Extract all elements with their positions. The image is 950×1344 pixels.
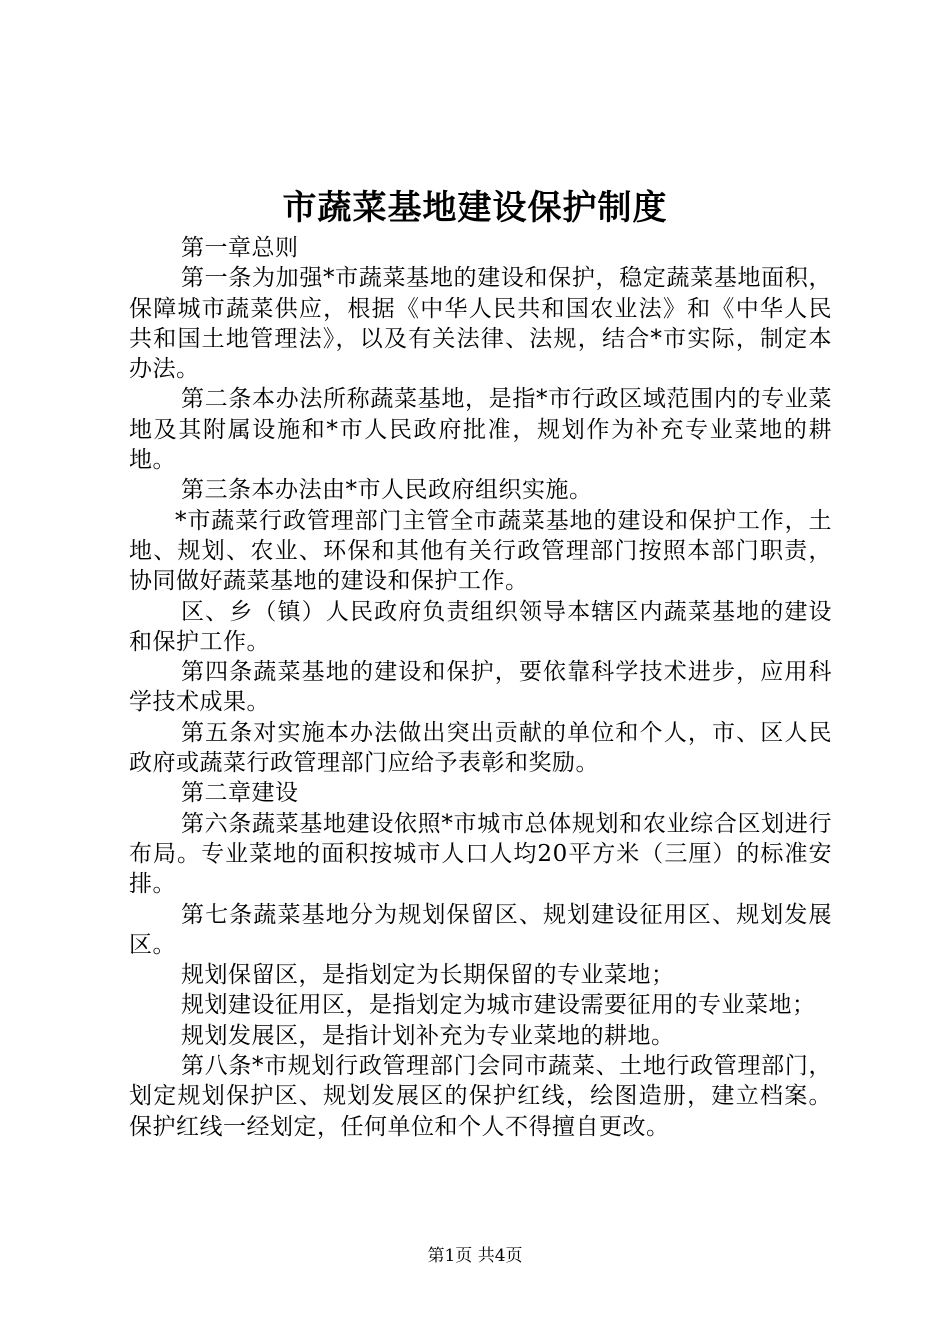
- article-paragraph: 第四条蔬菜基地的建设和保护，要依靠科学技术进步，应用科学技术成果。: [129, 659, 832, 716]
- article-paragraph: 规划发展区，是指计划补充为专业菜地的耕地。: [181, 1022, 675, 1049]
- article-paragraph: *市蔬菜行政管理部门主管全市蔬菜基地的建设和保护工作，土地、规划、农业、环保和其他有关行政管理部门按照本部门职责，协同做好蔬菜基地的建设和保护工作。: [129, 507, 832, 595]
- document-title: 市蔬菜基地建设保护制度: [282, 188, 668, 228]
- article-paragraph: 第一条为加强*市蔬菜基地的建设和保护，稳定蔬菜基地面积，保障城市蔬菜供应，根据《中华人民共和国农业法》和《中华人民共和国土地管理法》，以及有关法律、法规，结合*市实际，制定本办法。: [129, 265, 832, 383]
- page-number-footer: 第1页 共4页: [427, 1246, 523, 1266]
- article-paragraph: 第八条*市规划行政管理部门会同市蔬菜、土地行政管理部门，划定规划保护区、规划发展区的保护红线，绘图造册，建立档案。保护红线一经划定，任何单位和个人不得擅自更改。: [129, 1053, 832, 1140]
- article-paragraph: 第二条本办法所称蔬菜基地，是指*市行政区域范围内的专业菜地及其附属设施和*市人民政府批准，规划作为补充专业菜地的耕地。: [129, 386, 832, 474]
- article-paragraph: 第三条本办法由*市人民政府组织实施。: [181, 477, 593, 504]
- article-paragraph: 规划建设征用区，是指划定为城市建设需要征用的专业菜地；: [181, 992, 816, 1019]
- article-paragraph: 第五条对实施本办法做出突出贡献的单位和个人，市、区人民政府或蔬菜行政管理部门应给予表彰和奖励。: [129, 719, 832, 777]
- article-paragraph: 规划保留区，是指划定为长期保留的专业菜地；: [181, 962, 675, 989]
- article-paragraph: 第六条蔬菜基地建设依照*市城市总体规划和农业综合区划进行布局。专业菜地的面积按城市人口人均20平方米（三厘）的标准安排。: [129, 810, 832, 898]
- article-paragraph: 区、乡（镇）人民政府负责组织领导本辖区内蔬菜基地的建设和保护工作。: [129, 598, 832, 655]
- document-body: [129, 233, 832, 1142]
- chapter-heading: 第二章建设: [181, 780, 299, 807]
- chapter-heading: 第一章总则: [181, 235, 299, 261]
- article-paragraph: 第七条蔬菜基地分为规划保留区、规划建设征用区、规划发展区。: [129, 901, 832, 958]
